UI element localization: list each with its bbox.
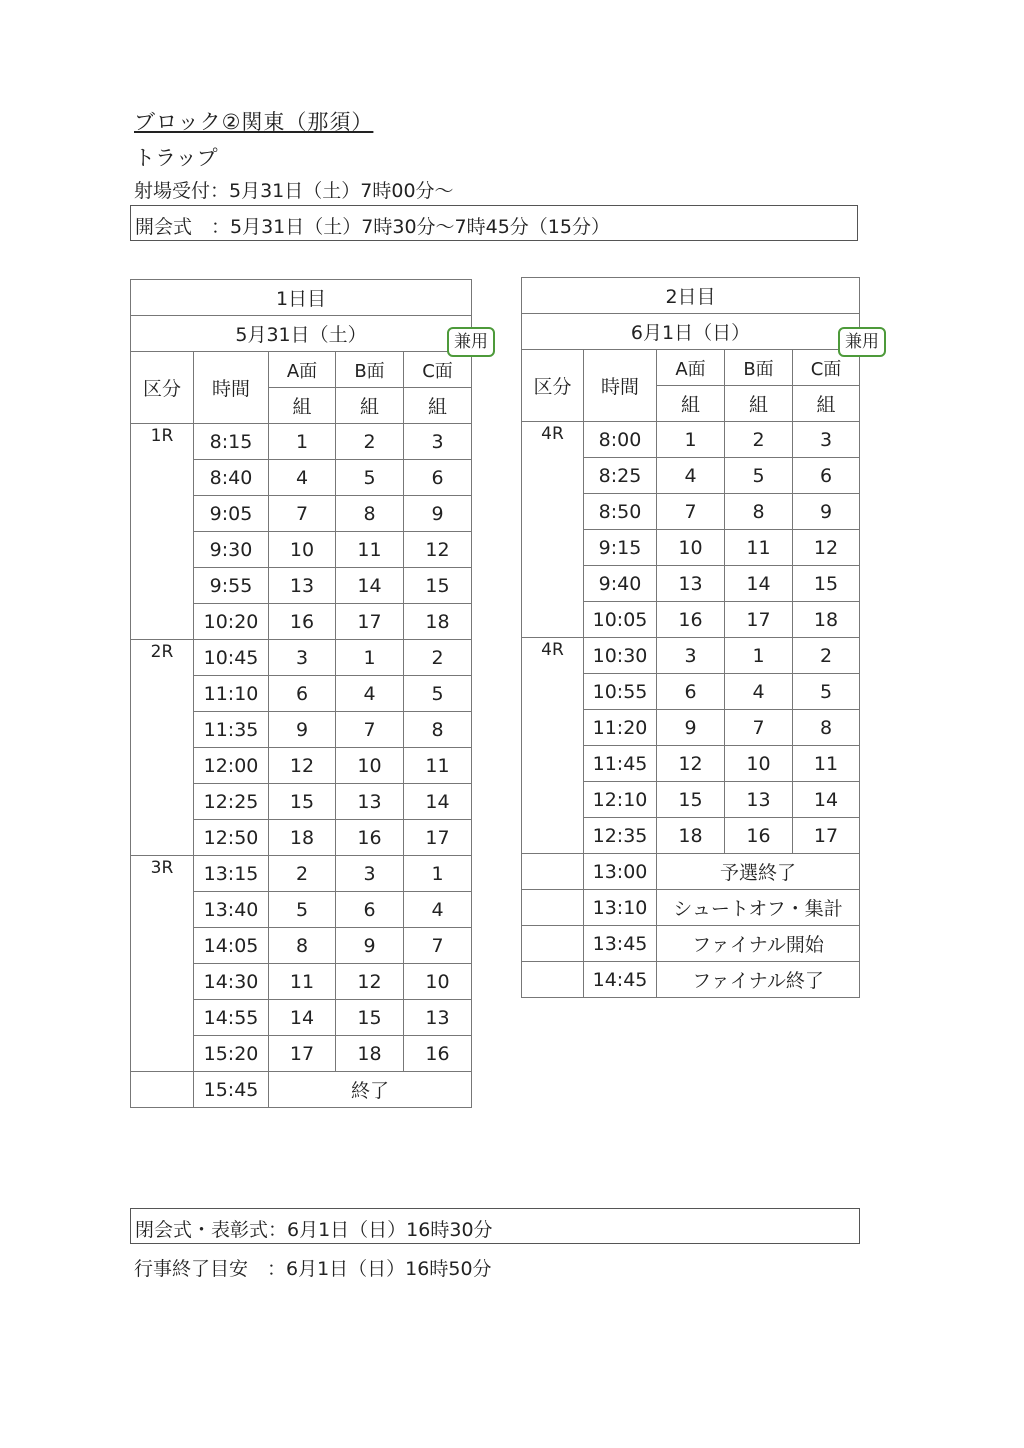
squad-a-cell: 3 (269, 640, 336, 676)
squad-b-cell: 18 (336, 1036, 404, 1072)
time-cell: 8:40 (194, 460, 269, 496)
squad-c-cell: 10 (404, 964, 472, 1000)
day1-schedule-table (130, 279, 472, 1108)
kenyo-badge: 兼用 (838, 327, 886, 357)
squad-a-cell: 6 (657, 674, 725, 710)
squad-a-cell: 18 (657, 818, 725, 854)
event-row (522, 962, 860, 998)
squad-a-cell: 7 (657, 494, 725, 530)
time-cell: 9:55 (194, 568, 269, 604)
event-row (522, 890, 860, 926)
squad-b-cell: 3 (336, 856, 404, 892)
time-cell: 12:25 (194, 784, 269, 820)
time-cell: 14:55 (194, 1000, 269, 1036)
squad-c-cell: 1 (404, 856, 472, 892)
squad-c-cell: 18 (793, 602, 860, 638)
squad-b-cell: 12 (336, 964, 404, 1000)
squad-a-cell: 16 (657, 602, 725, 638)
squad-c-cell: 12 (404, 532, 472, 568)
day-label: 2日目 (522, 278, 860, 314)
end-estimate-info: 行事終了目安 ：6月1日（日）16時50分 (134, 1258, 492, 1280)
squad-a-cell: 6 (269, 676, 336, 712)
squad-b-cell: 4 (336, 676, 404, 712)
header-a-face: A面 (269, 352, 336, 388)
squad-b-cell: 4 (725, 674, 793, 710)
empty-kubun-cell (131, 1072, 194, 1108)
squad-b-cell: 10 (725, 746, 793, 782)
squad-b-cell: 5 (725, 458, 793, 494)
squad-a-cell: 3 (657, 638, 725, 674)
time-cell: 9:30 (194, 532, 269, 568)
squad-a-cell: 12 (657, 746, 725, 782)
squad-b-cell: 16 (336, 820, 404, 856)
time-cell: 15:45 (194, 1072, 269, 1108)
time-cell: 12:10 (584, 782, 657, 818)
squad-a-cell: 9 (269, 712, 336, 748)
squad-a-cell: 8 (269, 928, 336, 964)
empty-kubun-cell (522, 926, 584, 962)
squad-a-cell: 1 (269, 424, 336, 460)
squad-c-cell: 2 (793, 638, 860, 674)
squad-a-cell: 15 (657, 782, 725, 818)
event-label: 予選終了 (657, 854, 860, 890)
event-label: 終了 (269, 1072, 472, 1108)
squad-c-cell: 4 (404, 892, 472, 928)
time-cell: 10:20 (194, 604, 269, 640)
squad-b-cell: 11 (336, 532, 404, 568)
header-a-face: A面 (657, 350, 725, 386)
schedule-row (522, 422, 860, 458)
time-cell: 11:45 (584, 746, 657, 782)
squad-b-cell: 7 (336, 712, 404, 748)
round-label: 3R (131, 856, 194, 1072)
squad-b-cell: 1 (725, 638, 793, 674)
squad-a-cell: 14 (269, 1000, 336, 1036)
squad-b-cell: 13 (336, 784, 404, 820)
squad-a-cell: 9 (657, 710, 725, 746)
squad-c-cell: 17 (404, 820, 472, 856)
squad-b-cell: 16 (725, 818, 793, 854)
event-label: ファイナル開始 (657, 926, 860, 962)
time-cell: 10:55 (584, 674, 657, 710)
squad-b-cell: 2 (725, 422, 793, 458)
squad-b-cell: 8 (725, 494, 793, 530)
header-kumi: 組 (793, 386, 860, 422)
event-label: シュートオフ・集計 (657, 890, 860, 926)
squad-b-cell: 14 (336, 568, 404, 604)
time-cell: 9:05 (194, 496, 269, 532)
time-cell: 10:45 (194, 640, 269, 676)
squad-c-cell: 18 (404, 604, 472, 640)
round-label: 2R (131, 640, 194, 856)
squad-a-cell: 16 (269, 604, 336, 640)
event-label: ファイナル終了 (657, 962, 860, 998)
squad-c-cell: 5 (404, 676, 472, 712)
squad-a-cell: 5 (269, 892, 336, 928)
time-cell: 11:35 (194, 712, 269, 748)
day-date: 6月1日（日） (522, 314, 860, 350)
squad-a-cell: 7 (269, 496, 336, 532)
squad-c-cell: 11 (404, 748, 472, 784)
squad-a-cell: 4 (269, 460, 336, 496)
header-kumi: 組 (269, 388, 336, 424)
header-b-face: B面 (725, 350, 793, 386)
squad-c-cell: 8 (793, 710, 860, 746)
squad-c-cell: 14 (793, 782, 860, 818)
time-cell: 9:40 (584, 566, 657, 602)
squad-c-cell: 3 (793, 422, 860, 458)
schedule-row (131, 424, 472, 460)
header-kumi: 組 (657, 386, 725, 422)
header-time: 時間 (584, 350, 657, 422)
event-row (522, 854, 860, 890)
squad-b-cell: 9 (336, 928, 404, 964)
day-date: 5月31日（土） (131, 316, 472, 352)
squad-c-cell: 9 (793, 494, 860, 530)
squad-c-cell: 5 (793, 674, 860, 710)
header-kubun: 区分 (131, 352, 194, 424)
squad-b-cell: 14 (725, 566, 793, 602)
squad-a-cell: 17 (269, 1036, 336, 1072)
squad-b-cell: 1 (336, 640, 404, 676)
squad-b-cell: 17 (725, 602, 793, 638)
header-time: 時間 (194, 352, 269, 424)
time-cell: 13:10 (584, 890, 657, 926)
day2-schedule-table (521, 277, 860, 998)
squad-b-cell: 11 (725, 530, 793, 566)
squad-c-cell: 12 (793, 530, 860, 566)
schedule-row (131, 856, 472, 892)
squad-c-cell: 6 (793, 458, 860, 494)
time-cell: 10:30 (584, 638, 657, 674)
squad-c-cell: 8 (404, 712, 472, 748)
squad-c-cell: 11 (793, 746, 860, 782)
time-cell: 13:45 (584, 926, 657, 962)
reception-info: 射場受付：5月31日（土）7時00分～ (134, 180, 454, 202)
squad-c-cell: 6 (404, 460, 472, 496)
round-label: 4R (522, 422, 584, 638)
event-type: トラップ (134, 146, 218, 170)
closing-ceremony-info: 閉会式・表彰式：6月1日（日）16時30分 (130, 1208, 860, 1244)
header-kumi: 組 (404, 388, 472, 424)
time-cell: 14:30 (194, 964, 269, 1000)
squad-c-cell: 15 (793, 566, 860, 602)
squad-a-cell: 1 (657, 422, 725, 458)
opening-ceremony-info: 開会式 ：5月31日（土）7時30分～7時45分（15分） (130, 205, 858, 241)
squad-b-cell: 13 (725, 782, 793, 818)
squad-a-cell: 15 (269, 784, 336, 820)
round-label: 1R (131, 424, 194, 640)
time-cell: 8:15 (194, 424, 269, 460)
squad-a-cell: 12 (269, 748, 336, 784)
squad-b-cell: 8 (336, 496, 404, 532)
squad-b-cell: 5 (336, 460, 404, 496)
time-cell: 13:15 (194, 856, 269, 892)
event-row (522, 926, 860, 962)
time-cell: 14:45 (584, 962, 657, 998)
kenyo-badge: 兼用 (447, 327, 495, 357)
squad-b-cell: 7 (725, 710, 793, 746)
squad-a-cell: 10 (269, 532, 336, 568)
header-kumi: 組 (336, 388, 404, 424)
time-cell: 11:10 (194, 676, 269, 712)
event-row (131, 1072, 472, 1108)
squad-b-cell: 6 (336, 892, 404, 928)
time-cell: 12:35 (584, 818, 657, 854)
squad-a-cell: 10 (657, 530, 725, 566)
time-cell: 13:40 (194, 892, 269, 928)
time-cell: 12:00 (194, 748, 269, 784)
page-title: ブロック②関東（那須） (134, 110, 374, 134)
time-cell: 8:00 (584, 422, 657, 458)
squad-b-cell: 17 (336, 604, 404, 640)
time-cell: 9:15 (584, 530, 657, 566)
squad-a-cell: 13 (269, 568, 336, 604)
day2-schedule-body (522, 278, 860, 998)
squad-c-cell: 13 (404, 1000, 472, 1036)
time-cell: 8:25 (584, 458, 657, 494)
squad-a-cell: 13 (657, 566, 725, 602)
time-cell: 10:05 (584, 602, 657, 638)
header-kumi: 組 (725, 386, 793, 422)
squad-c-cell: 7 (404, 928, 472, 964)
header-c-face: C面 (404, 352, 472, 388)
round-label: 4R (522, 638, 584, 854)
squad-a-cell: 18 (269, 820, 336, 856)
time-cell: 15:20 (194, 1036, 269, 1072)
schedule-row (131, 640, 472, 676)
time-cell: 14:05 (194, 928, 269, 964)
header-kubun: 区分 (522, 350, 584, 422)
day1-schedule-body (131, 280, 472, 1108)
squad-c-cell: 15 (404, 568, 472, 604)
squad-b-cell: 10 (336, 748, 404, 784)
squad-a-cell: 4 (657, 458, 725, 494)
squad-c-cell: 3 (404, 424, 472, 460)
time-cell: 12:50 (194, 820, 269, 856)
time-cell: 13:00 (584, 854, 657, 890)
time-cell: 11:20 (584, 710, 657, 746)
header-c-face: C面 (793, 350, 860, 386)
empty-kubun-cell (522, 962, 584, 998)
squad-b-cell: 15 (336, 1000, 404, 1036)
day-label: 1日目 (131, 280, 472, 316)
squad-b-cell: 2 (336, 424, 404, 460)
empty-kubun-cell (522, 890, 584, 926)
schedule-row (522, 638, 860, 674)
squad-c-cell: 9 (404, 496, 472, 532)
squad-c-cell: 17 (793, 818, 860, 854)
squad-c-cell: 2 (404, 640, 472, 676)
time-cell: 8:50 (584, 494, 657, 530)
squad-a-cell: 2 (269, 856, 336, 892)
empty-kubun-cell (522, 854, 584, 890)
squad-a-cell: 11 (269, 964, 336, 1000)
squad-c-cell: 14 (404, 784, 472, 820)
header-b-face: B面 (336, 352, 404, 388)
squad-c-cell: 16 (404, 1036, 472, 1072)
